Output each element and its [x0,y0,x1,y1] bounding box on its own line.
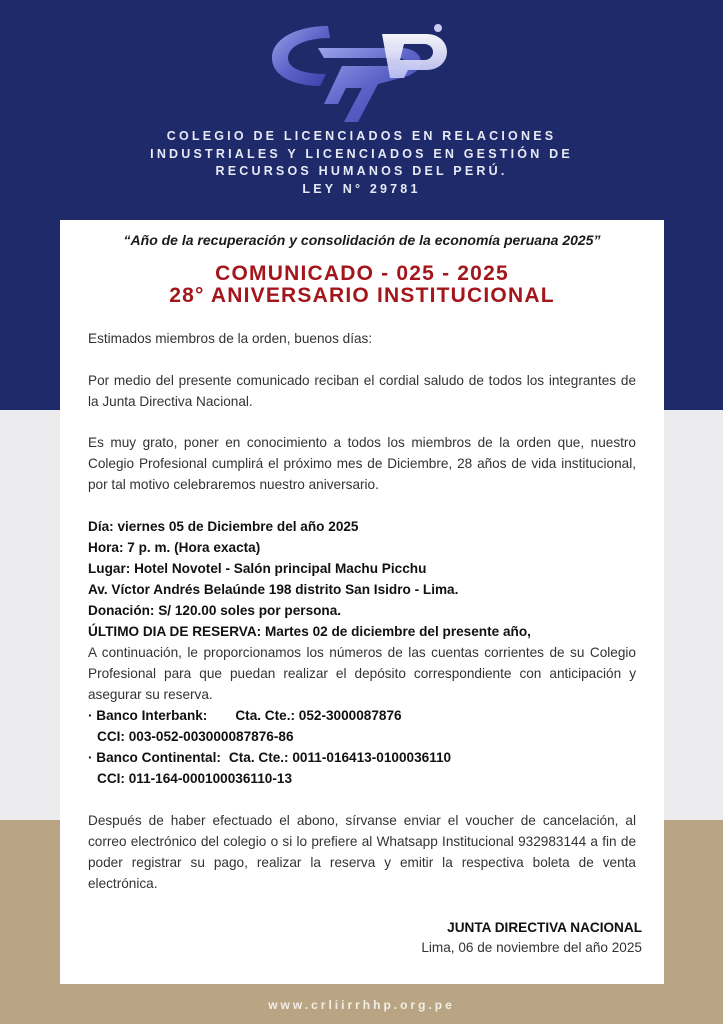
event-donation: Donación: S/ 120.00 soles por persona. [88,603,342,618]
paragraph-greeting: Por medio del presente comunicado reciban el cordial saludo de todos los integrantes de la Junta Directiva Nacional. [88,373,636,409]
bank-interbank-cci: CCI: 003-052-003000087876-86 [97,729,294,744]
bank-interbank-account: Cta. Cte.: 052-3000087876 [235,708,402,723]
event-address: Av. Víctor Andrés Belaúnde 198 distrito San Isidro - Lima. [88,582,459,597]
institution-name-line-3: RECURSOS HUMANOS DEL PERÚ. [215,164,508,178]
event-details [88,516,648,789]
reservation-deadline: ÚLTIMO DIA DE RESERVA: Martes 02 de diciembre del presente año, [88,624,531,639]
event-time: Hora: 7 p. m. (Hora exacta) [88,540,261,555]
bank-interbank [88,705,648,726]
communique-title: COMUNICADO - 025 - 2025 [215,262,509,285]
institution-header [0,128,723,198]
year-motto: “Año de la recuperación y consolidación de la economía peruana 2025” [123,232,601,248]
bank-continental-cci: CCI: 011-164-000100036110-13 [97,771,292,786]
bank-continental [88,747,648,768]
communique-card [60,220,664,984]
website-link[interactable]: www.crliirrhhp.org.pe [268,998,455,1012]
bank-continental-account: Cta. Cte.: 0011-016413-0100036110 [228,750,452,765]
greeting: Estimados miembros de la orden, buenos días: [88,331,373,346]
law-number: LEY N° 29781 [302,181,421,196]
institution-name-line-1: COLEGIO DE LICENCIADOS EN RELACIONES [166,129,557,143]
bank-interbank-name: · Banco Interbank: [88,708,208,723]
signature-organization: JUNTA DIRECTIVA NACIONAL [447,920,642,935]
paragraph-announcement: Es muy grato, poner en conocimiento a todos los miembros de la orden que, nuestro Colegio Profesional cumplirá el próximo mes de Diciembre, 28 años de vida institucional, por tal motivo celebraremos nuestro aniversario. [88,435,636,492]
institution-name-line-2: INDUSTRIALES Y LICENCIADOS EN GESTIÓN DE [150,146,573,161]
event-place: Lugar: Hotel Novotel - Salón principal Machu Picchu [88,561,427,576]
event-day: Día: viernes 05 de Diciembre del año 2025 [88,519,359,534]
crp-monogram-logo-icon [258,18,458,130]
signature-date: Lima, 06 de noviembre del año 2025 [421,940,642,955]
anniversary-title: 28° ANIVERSARIO INSTITUCIONAL [169,284,555,307]
bank-continental-name: · Banco Continental: [88,750,221,765]
paragraph-payment-instructions: Después de haber efectuado el abono, sírvanse enviar el voucher de cancelación, al correo electrónico del colegio o si lo prefiere al Whatsapp Institucional 932983144 a fin de poder registrar su pago, realizar la reserva y emitir la respectiva boleta de venta electrónica. [88,813,636,891]
accounts-intro: A continuación, le proporcionamos los números de las cuentas corrientes de su Colegio Profesional para que puedan realizar el depósito correspondiente con anticipación y asegurar su reserva. [88,645,636,702]
